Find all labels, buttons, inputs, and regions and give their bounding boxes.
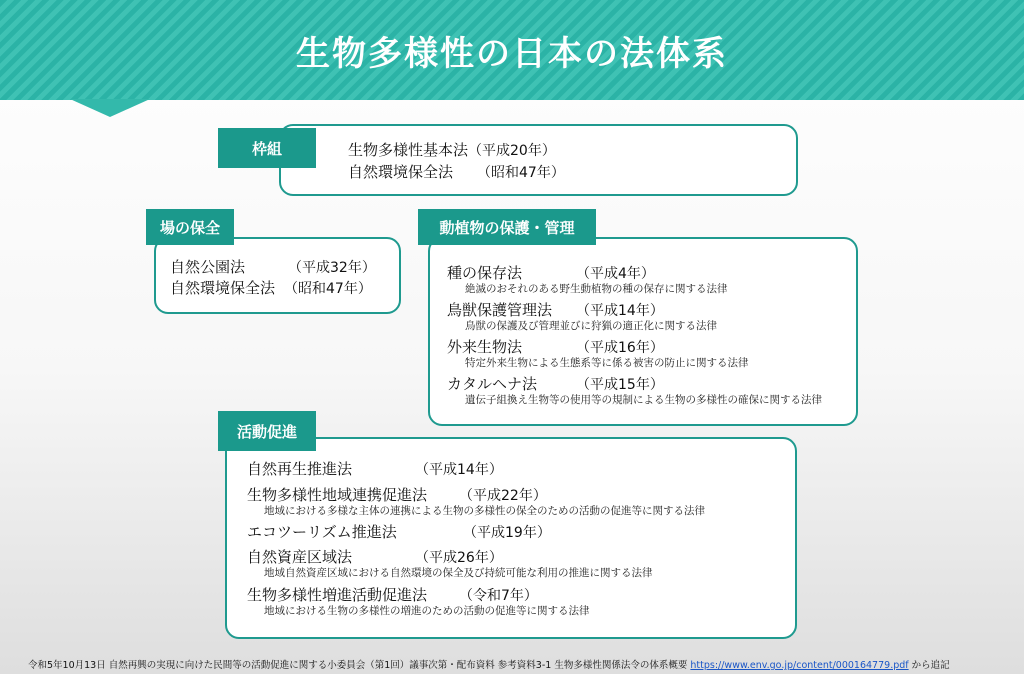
activity-law-year: （平成14年） — [415, 462, 503, 478]
source-footer — [28, 657, 950, 671]
footer-suffix: から追記 — [911, 660, 950, 671]
header-notch — [70, 99, 150, 117]
activity-law-year: （平成26年） — [415, 550, 503, 566]
species-law-name: 鳥獣保護管理法 — [447, 301, 553, 319]
species-law-year: （平成16年） — [576, 340, 664, 356]
activity-law-year: （令和7年） — [459, 588, 538, 604]
species-law-desc: 鳥獣の保護及び管理並びに狩猟の適正化に関する法律 — [465, 320, 717, 332]
activity-law-name: 自然再生推進法 — [247, 460, 353, 478]
activity-law-name: 自然資産区域法 — [247, 548, 353, 566]
activity-law-desc: 地域における多様な主体の連携による生物の多様性の保全のための活動の促進等に関する法律 — [264, 505, 705, 517]
framework-law-name: 自然環境保全法 — [348, 163, 454, 181]
activity-tag: 活動促進 — [218, 411, 316, 451]
place-tag: 場の保全 — [146, 209, 234, 245]
activity-law-year: （平成22年） — [459, 488, 547, 504]
species-law-desc: 絶滅のおそれのある野生動植物の種の保存に関する法律 — [465, 283, 728, 295]
framework-law-name: 生物多様性基本法 — [348, 141, 469, 159]
species-law-desc: 遺伝子組換え生物等の使用等の規制による生物の多様性の確保に関する法律 — [465, 394, 822, 406]
species-law-desc: 特定外来生物による生態系等に係る被害の防止に関する法律 — [465, 357, 749, 369]
species-law-year: （平成14年） — [576, 303, 664, 319]
species-law-year: （平成15年） — [576, 377, 664, 393]
activity-law-desc: 地域における生物の多様性の増進のための活動の促進等に関する法律 — [264, 605, 590, 617]
framework-law-year: （昭和47年） — [477, 165, 565, 181]
activity-law-desc: 地域自然資産区域における自然環境の保全及び持続可能な利用の推進に関する法律 — [264, 567, 653, 579]
framework-box — [279, 124, 798, 196]
place-law-name: 自然環境保全法 — [170, 279, 276, 297]
page-title: 生物多様性の日本の法体系 — [296, 34, 728, 74]
place-law-year: （昭和47年） — [284, 281, 372, 297]
place-law-year: （平成32年） — [288, 260, 376, 276]
species-law-name: カタルヘナ法 — [447, 375, 538, 393]
activity-law-year: （平成19年） — [463, 525, 551, 541]
place-law-name: 自然公園法 — [170, 258, 246, 276]
species-law-name: 種の保存法 — [447, 264, 523, 282]
species-law-year: （平成4年） — [576, 266, 655, 282]
framework-law-year: （平成20年） — [468, 143, 556, 159]
framework-tag: 枠組 — [218, 128, 316, 168]
footer-source-link[interactable]: https://www.env.go.jp/content/000164779.pdf — [690, 660, 909, 671]
species-law-name: 外来生物法 — [447, 338, 523, 356]
activity-law-name: 生物多様性増進活動促進法 — [247, 586, 428, 604]
activity-law-name: 生物多様性地域連携促進法 — [247, 486, 428, 504]
activity-law-name: エコツーリズム推進法 — [247, 523, 397, 541]
footer-text: 令和5年10月13日 自然再興の実現に向けた民間等の活動促進に関する小委員会（第1回）議事次第・配布資料 参考資料3-1 生物多様性関係法令の体系概要 — [28, 660, 688, 671]
species-tag: 動植物の保護・管理 — [418, 209, 596, 245]
